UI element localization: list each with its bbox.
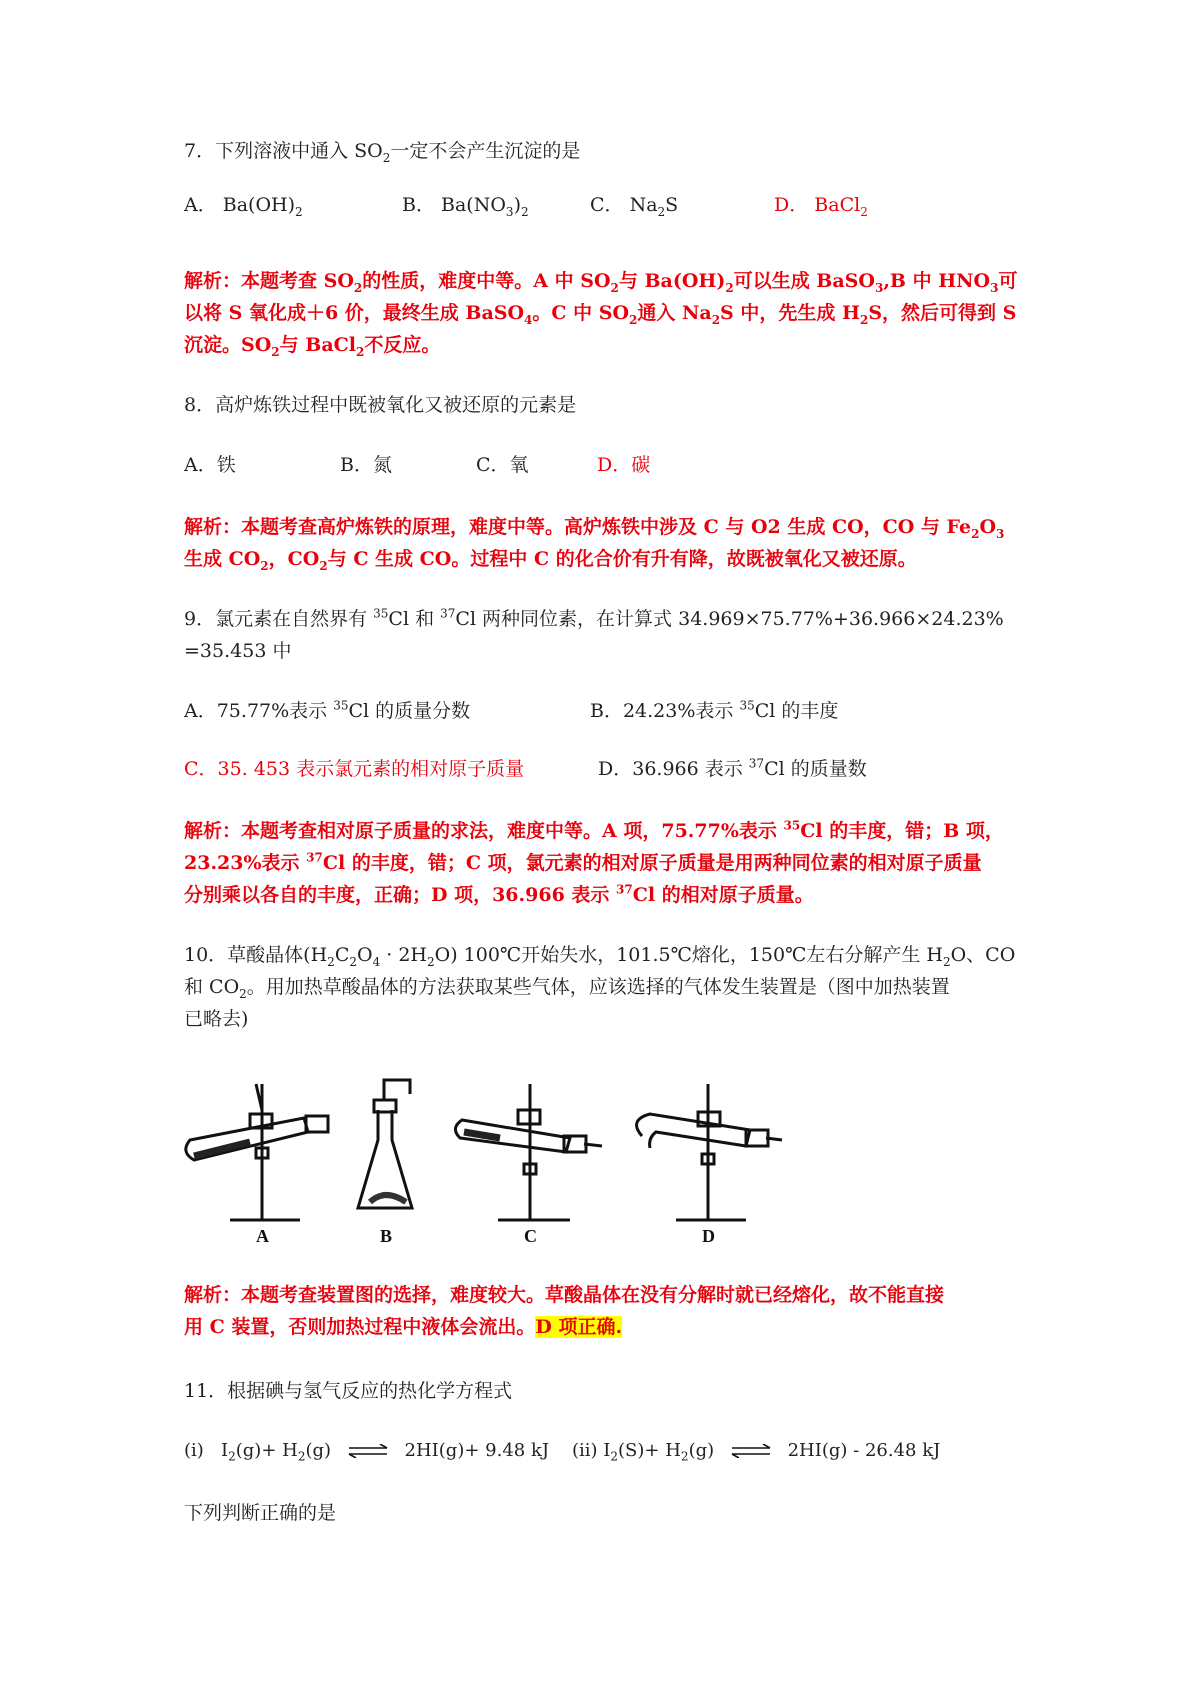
apparatus-figure xyxy=(180,1070,840,1250)
apparatus-d xyxy=(637,1084,782,1220)
q7-option-a: A． $Ba(OH)_2$ xyxy=(184,194,303,219)
q9-analysis-line-3: 分别乘以各自的丰度，正确；D 项，36.966 表示 $^{37}$Cl 的相对原子质量。 xyxy=(184,882,814,906)
q7-analysis-line-3: 沉淀。$SO_2$与 BaCl$_2$不反应。 xyxy=(184,334,441,359)
q7-stem: 7．下列溶液中通入 $SO_2$一定不会产生沉淀的是 xyxy=(184,140,581,165)
q7-option-c: C． $Na_2S$ xyxy=(590,194,679,219)
q9-analysis-line-2: 23.23%表示 $^{37}$Cl 的丰度，错；C 项，氯元素的相对原子质量是用两种同位素的相对原子质量 xyxy=(184,850,982,874)
q7-option-d-answer: D． BaCl$_2$ xyxy=(774,194,868,219)
q7-analysis-line-1: 解析：本题考查 $SO_2$的性质，难度中等。A 中 $SO_2$与 $Ba(OH)_2$可以生成 BaSO$_3$,B 中 $HNO_3$可 xyxy=(184,270,1018,295)
q10-answer-highlight: D 项正确. xyxy=(535,1316,623,1338)
q10-analysis-line-1: 解析：本题考查装置图的选择，难度较大。草酸晶体在没有分解时就已经熔化，故不能直接 xyxy=(184,1284,945,1306)
q10-stem-line-1: 10．草酸晶体$(H_2C_2O_4 \cdot 2H_2O)$ 100℃开始失水，101.5℃熔化，150℃左右分解产生 $H_2O$、CO xyxy=(184,944,1016,969)
q11-stem: 11．根据碘与氢气反应的热化学方程式 xyxy=(184,1380,513,1402)
q9-option-b: B．24.23%表示 $^{35}$Cl 的丰度 xyxy=(590,698,839,722)
q10-analysis-line-2: 用 C 装置，否则加热过程中液体会流出。D 项正确. xyxy=(184,1316,623,1338)
apparatus-a xyxy=(186,1084,328,1220)
figure-label-d: D xyxy=(702,1226,715,1246)
apparatus-c xyxy=(455,1084,602,1220)
q9-option-c-answer: C．35. 453 表示氯元素的相对原子质量 xyxy=(184,758,525,780)
q11-equations: (i) $I_2(g)+ H_2(g)$ 2HI(g)+ 9.48 kJ (ii) $I_2(S)+ H_2(g)$ 2HI(g) - 26.48 kJ xyxy=(184,1440,941,1464)
q8-stem: 8．高炉炼铁过程中既被氧化又被还原的元素是 xyxy=(184,394,577,416)
q8-analysis-line-2: 生成 $CO_2$，$CO_2$与 C 生成 CO。过程中 C 的化合价有升有降，故既被氧化又被还原。 xyxy=(184,548,917,573)
figure-label-a: A xyxy=(256,1226,269,1246)
q9-option-d: D．36.966 表示 $^{37}$Cl 的质量数 xyxy=(598,756,867,780)
q8-option-b: B．氮 xyxy=(340,454,392,476)
q11-tail: 下列判断正确的是 xyxy=(184,1502,337,1524)
q9-stem-line-1: 9．氯元素在自然界有 $^{35}$Cl 和 $^{37}$Cl 两种同位素，在计算式 34.969×75.77%+36.966×24.23% xyxy=(184,606,1004,630)
q7-analysis-line-2: 以将 S 氧化成＋6 价，最终生成 BaSO$_4$。C 中 $SO_2$通入 $Na_2S$ 中，先生成 $H_2S$，然后可得到 S xyxy=(184,302,1017,327)
q8-option-a: A．铁 xyxy=(184,454,236,476)
q10-stem-line-3: 已略去) xyxy=(184,1008,249,1030)
q8-option-c: C．氧 xyxy=(476,454,529,476)
q8-option-d-answer: D．碳 xyxy=(597,454,651,476)
figure-label-b: B xyxy=(380,1226,393,1246)
equilibrium-arrow-icon xyxy=(730,1444,772,1458)
q8-analysis-line-1: 解析：本题考查高炉炼铁的原理，难度中等。高炉炼铁中涉及 C 与 O2 生成 CO，CO 与 $Fe_2O_3$ xyxy=(184,516,1005,541)
apparatus-b xyxy=(358,1080,412,1208)
equilibrium-arrow-icon xyxy=(347,1444,389,1458)
figure-label-c: C xyxy=(524,1226,537,1246)
q7-option-b: B． $Ba(NO_3)_2$ xyxy=(402,194,529,219)
q9-analysis-line-1: 解析：本题考查相对原子质量的求法，难度中等。A 项，75.77%表示 $^{35}$Cl 的丰度，错；B 项， xyxy=(184,818,1004,842)
q9-stem-line-2: =35.453 中 xyxy=(184,640,292,662)
q9-option-a: A．75.77%表示 $^{35}$Cl 的质量分数 xyxy=(184,698,471,722)
q10-stem-line-2: 和 $CO_2$。用加热草酸晶体的方法获取某些气体，应该选择的气体发生装置是（图中加热装置 xyxy=(184,976,950,1001)
